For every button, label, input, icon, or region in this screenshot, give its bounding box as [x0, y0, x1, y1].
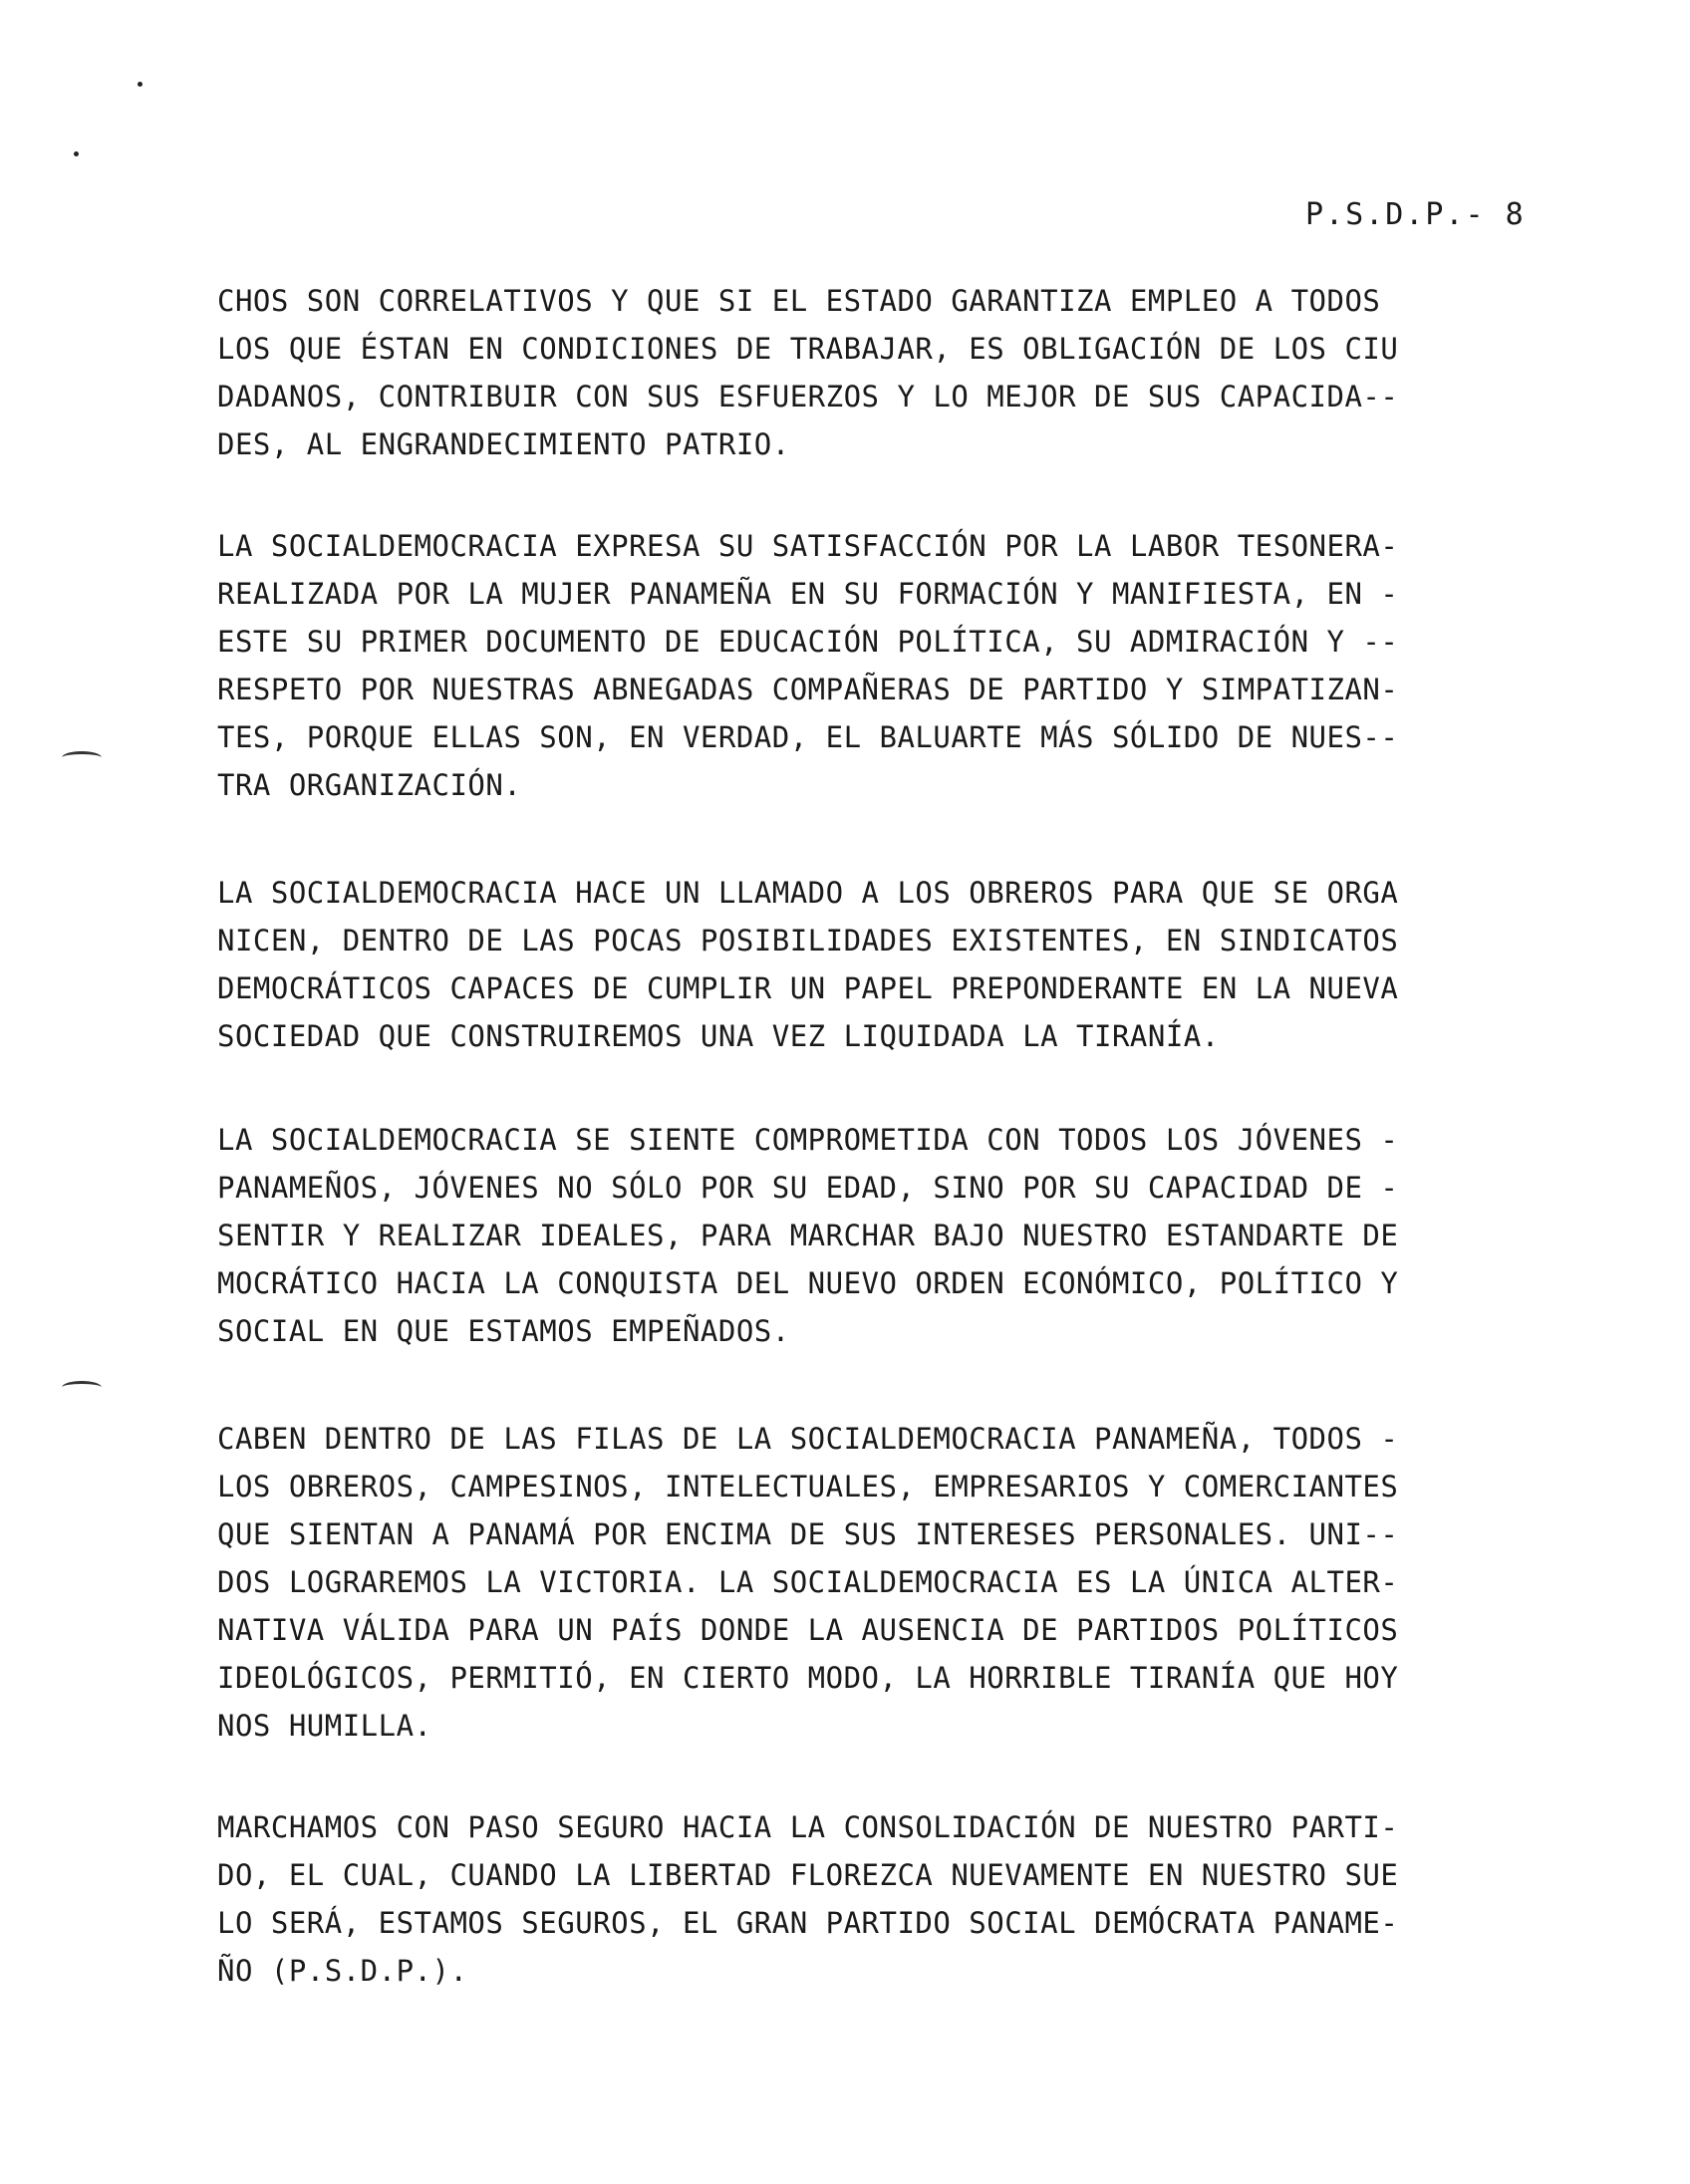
text-line: DO, EL CUAL, CUANDO LA LIBERTAD FLOREZCA NUEVAMENTE EN NUESTRO SUE	[217, 1858, 1399, 1892]
punch-hole-mark	[62, 1381, 102, 1394]
paragraph	[217, 869, 1533, 1060]
text-line: SOCIEDAD QUE CONSTRUIREMOS UNA VEZ LIQUIDADA LA TIRANÍA.	[217, 1019, 1220, 1053]
text-line: LO SERÁ, ESTAMOS SEGUROS, EL GRAN PARTIDO SOCIAL DEMÓCRATA PANAME-	[217, 1906, 1399, 1940]
scan-speck	[74, 151, 79, 156]
text-line: NICEN, DENTRO DE LAS POCAS POSIBILIDADES EXISTENTES, EN SINDICATOS	[217, 924, 1399, 957]
text-line: RESPETO POR NUESTRAS ABNEGADAS COMPAÑERAS DE PARTIDO Y SIMPATIZAN-	[217, 673, 1399, 706]
text-line: LOS OBREROS, CAMPESINOS, INTELECTUALES, EMPRESARIOS Y COMERCIANTES	[217, 1470, 1399, 1503]
text-line: SOCIAL EN QUE ESTAMOS EMPEÑADOS.	[217, 1314, 790, 1348]
text-line: LOS QUE ÉSTAN EN CONDICIONES DE TRABAJAR, ES OBLIGACIÓN DE LOS CIU	[217, 332, 1399, 366]
text-line: DADANOS, CONTRIBUIR CON SUS ESFUERZOS Y LO MEJOR DE SUS CAPACIDA--	[217, 380, 1399, 413]
text-line: SENTIR Y REALIZAR IDEALES, PARA MARCHAR BAJO NUESTRO ESTANDARTE DE	[217, 1219, 1399, 1252]
paragraph	[217, 1116, 1533, 1355]
text-line: DES, AL ENGRANDECIMIENTO PATRIO.	[217, 427, 790, 461]
paragraph	[217, 277, 1533, 468]
text-line: TES, PORQUE ELLAS SON, EN VERDAD, EL BALUARTE MÁS SÓLIDO DE NUES--	[217, 720, 1399, 754]
text-line: CABEN DENTRO DE LAS FILAS DE LA SOCIALDEMOCRACIA PANAMEÑA, TODOS -	[217, 1422, 1399, 1456]
text-line: CHOS SON CORRELATIVOS Y QUE SI EL ESTADO GARANTIZA EMPLEO A TODOS	[217, 284, 1381, 318]
text-line: REALIZADA POR LA MUJER PANAMEÑA EN SU FORMACIÓN Y MANIFIESTA, EN -	[217, 577, 1399, 611]
text-line: DOS LOGRAREMOS LA VICTORIA. LA SOCIALDEMOCRACIA ES LA ÚNICA ALTER-	[217, 1565, 1399, 1599]
text-line: IDEOLÓGICOS, PERMITIÓ, EN CIERTO MODO, LA HORRIBLE TIRANÍA QUE HOY	[217, 1661, 1399, 1695]
paragraph	[217, 1415, 1533, 1750]
text-line: MARCHAMOS CON PASO SEGURO HACIA LA CONSOLIDACIÓN DE NUESTRO PARTI-	[217, 1810, 1399, 1844]
paragraph	[217, 1803, 1533, 1995]
text-line: DEMOCRÁTICOS CAPACES DE CUMPLIR UN PAPEL PREPONDERANTE EN LA NUEVA	[217, 971, 1399, 1005]
text-line: PANAMEÑOS, JÓVENES NO SÓLO POR SU EDAD, SINO POR SU CAPACIDAD DE -	[217, 1171, 1399, 1205]
scan-speck	[138, 82, 142, 87]
text-line: TRA ORGANIZACIÓN.	[217, 768, 522, 802]
paragraph	[217, 522, 1533, 809]
text-line: MOCRÁTICO HACIA LA CONQUISTA DEL NUEVO ORDEN ECONÓMICO, POLÍTICO Y	[217, 1266, 1399, 1300]
text-line: LA SOCIALDEMOCRACIA EXPRESA SU SATISFACCIÓN POR LA LABOR TESONERA-	[217, 529, 1399, 563]
text-line: ESTE SU PRIMER DOCUMENTO DE EDUCACIÓN POLÍTICA, SU ADMIRACIÓN Y --	[217, 625, 1399, 659]
text-line: ÑO (P.S.D.P.).	[217, 1954, 468, 1988]
punch-hole-mark	[62, 751, 102, 764]
page-number: P.S.D.P.- 8	[1305, 197, 1526, 232]
text-line: NOS HUMILLA.	[217, 1709, 432, 1743]
text-line: LA SOCIALDEMOCRACIA HACE UN LLAMADO A LOS OBREROS PARA QUE SE ORGA	[217, 876, 1399, 910]
text-line: NATIVA VÁLIDA PARA UN PAÍS DONDE LA AUSENCIA DE PARTIDOS POLÍTICOS	[217, 1613, 1399, 1647]
text-line: LA SOCIALDEMOCRACIA SE SIENTE COMPROMETIDA CON TODOS LOS JÓVENES -	[217, 1123, 1399, 1157]
text-line: QUE SIENTAN A PANAMÁ POR ENCIMA DE SUS INTERESES PERSONALES. UNI--	[217, 1517, 1399, 1551]
